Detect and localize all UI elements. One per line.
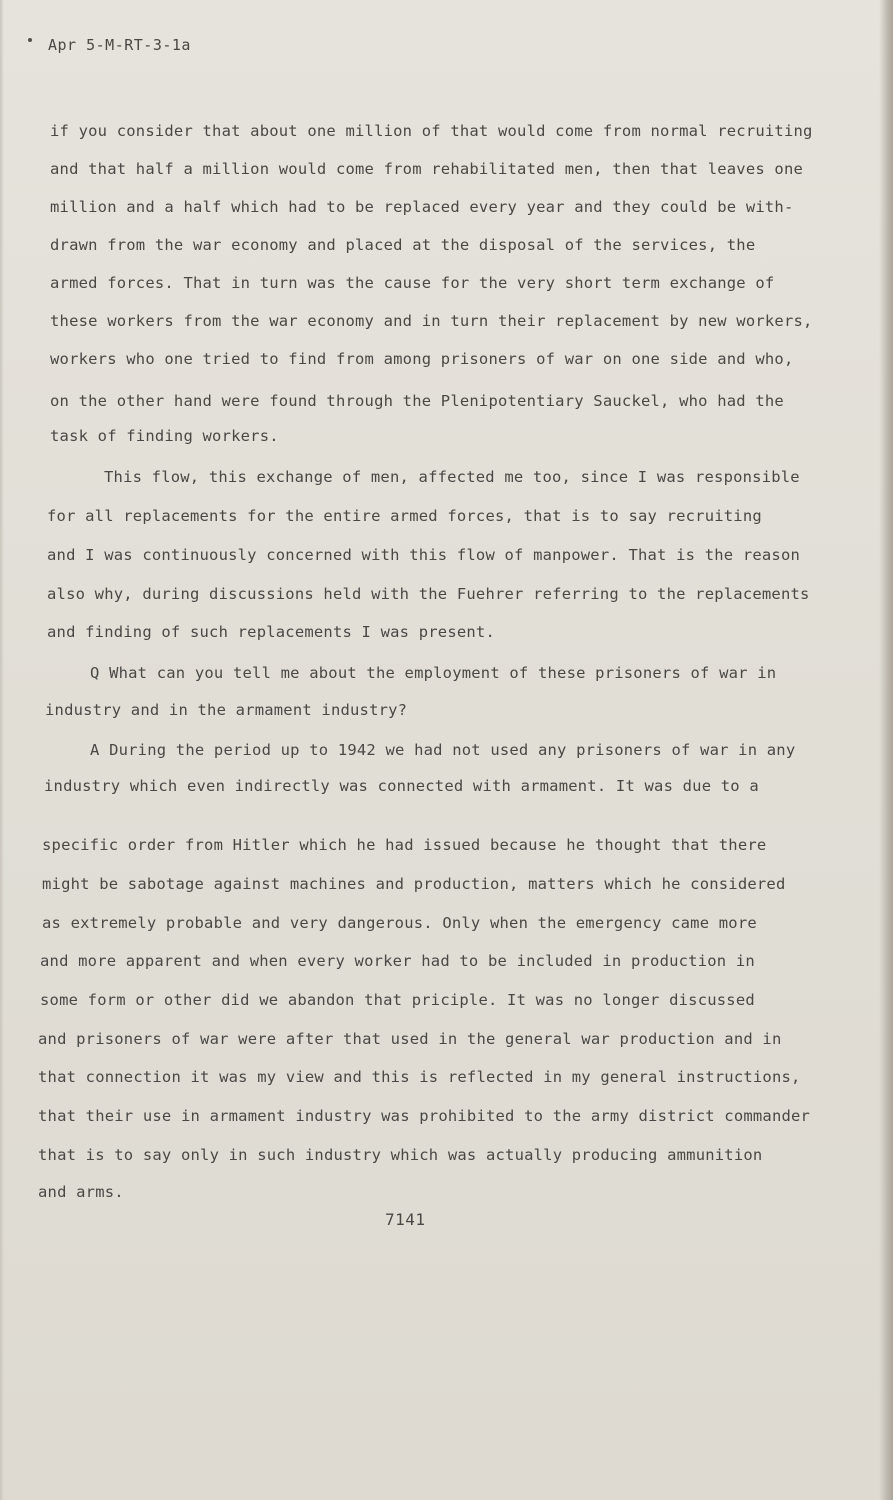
- text-line: workers who one tried to find from among prisoners of war on one side and who,: [50, 350, 794, 368]
- text-line: might be sabotage against machines and production, matters which he considered: [42, 875, 786, 893]
- text-line: drawn from the war economy and placed at the disposal of the services, the: [50, 236, 756, 254]
- text-line: and more apparent and when every worker had to be included in production in: [40, 952, 755, 970]
- text-line: also why, during discussions held with the Fuehrer referring to the replacements: [47, 585, 810, 603]
- text-line: on the other hand were found through the Plenipotentiary Sauckel, who had the: [50, 392, 784, 410]
- text-line: million and a half which had to be replaced every year and they could be with-: [50, 198, 794, 216]
- text-line: that connection it was my view and this is reflected in my general instructions,: [38, 1068, 801, 1086]
- margin-mark: [28, 38, 32, 42]
- text-line: as extremely probable and very dangerous. Only when the emergency came more: [42, 914, 757, 932]
- text-line: if you consider that about one million of that would come from normal recruiting: [50, 122, 813, 140]
- text-line: that is to say only in such industry which was actually producing ammunition: [38, 1146, 763, 1164]
- text-line: industry and in the armament industry?: [45, 701, 408, 719]
- text-line: Q What can you tell me about the employment of these prisoners of war in: [90, 664, 777, 682]
- document-reference: Apr 5-M-RT-3-1a: [48, 36, 191, 54]
- text-line: some form or other did we abandon that priciple. It was no longer discussed: [40, 991, 755, 1009]
- text-line: task of finding workers.: [50, 427, 279, 445]
- text-line: for all replacements for the entire armed forces, that is to say recruiting: [47, 507, 762, 525]
- text-line: This flow, this exchange of men, affected me too, since I was responsible: [104, 468, 800, 486]
- text-line: these workers from the war economy and in turn their replacement by new workers,: [50, 312, 813, 330]
- text-line: industry which even indirectly was connected with armament. It was due to a: [44, 777, 759, 795]
- text-line: and finding of such replacements I was present.: [47, 623, 495, 641]
- text-line: armed forces. That in turn was the cause for the very short term exchange of: [50, 274, 775, 292]
- text-line: and I was continuously concerned with this flow of manpower. That is the reason: [47, 546, 801, 564]
- text-line: and that half a million would come from rehabilitated men, then that leaves one: [50, 160, 804, 178]
- page-number: 7141: [385, 1210, 426, 1229]
- text-line: and prisoners of war were after that used in the general war production and in: [38, 1030, 782, 1048]
- page-left-edge: [0, 0, 4, 1500]
- text-line: A During the period up to 1942 we had not used any prisoners of war in any: [90, 741, 796, 759]
- text-line: that their use in armament industry was prohibited to the army district commander: [38, 1107, 811, 1125]
- page-right-edge: [879, 0, 893, 1500]
- text-line: specific order from Hitler which he had issued because he thought that there: [42, 836, 767, 854]
- text-line: and arms.: [38, 1183, 124, 1201]
